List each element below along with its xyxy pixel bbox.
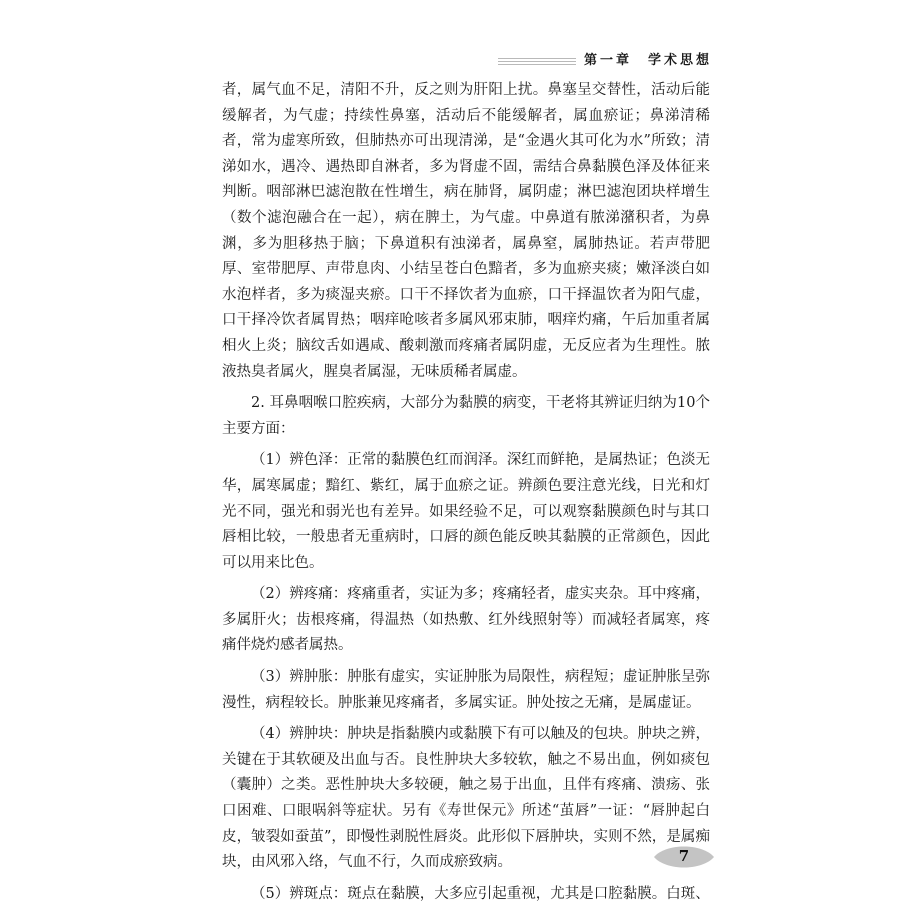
body-text xyxy=(222,78,710,913)
paragraph-color: （1）辨色泽：正常的黏膜色红而润泽。深红而鲜艳，是属热证；色淡无华，属寒属虚；黯红、紫红，属于血瘀之证。辨颜色要注意光线，日光和灯光不同，强光和弱光也有差异。如果经验不足，可以观察黏膜颜色时与其口唇相比较，一般患者无重病时，口唇的颜色能反映其黏膜的正常颜色，因此可以用来比色。 xyxy=(222,452,710,571)
chapter-title: 第一章 学术思想 xyxy=(576,50,720,72)
page-number: 7 xyxy=(678,847,690,865)
paragraph-swelling: （3）辨肿胀：肿胀有虚实，实证肿胀为局限性，病程短；虚证肿胀呈弥漫性，病程较长。肿胀兼见疼痛者，多属实证。肿处按之无痛，是属虚证。 xyxy=(222,669,710,711)
paragraph-item-2: 2. 耳鼻咽喉口腔疾病，大部分为黏膜的病变，干老将其辨证归纳为10个主要方面： xyxy=(222,395,710,437)
paragraph-pain: （2）辨疼痛：疼痛重者，实证为多；疼痛轻者，虚实夹杂。耳中疼痛，多属肝火；齿根疼痛，得温热（如热敷、红外线照射等）而减轻者属寒，疼痛伴烧灼感者属热。 xyxy=(222,586,710,654)
paragraph-continuation: 者，属气血不足，清阳不升，反之则为肝阳上扰。鼻塞呈交替性，活动后能缓解者，为气虚；持续性鼻塞，活动后不能缓解者，属血瘀证；鼻涕清稀者，常为虚寒所致，但肺热亦可出现清涕，是“金遇火其可化为水”所致；清涕如水，遇冷、遇热即自淋者，多为肾虚不固，需结合鼻黏膜色泽及体征来判断。咽部淋巴滤泡散在性增生，病在肺肾，属阴虚；淋巴滤泡团块样增生（数个滤泡融合在一起），病在脾土，为气虚。中鼻道有脓涕潴积者，为鼻渊，多为胆移热于脑；下鼻道积有浊涕者，属鼻窒，属肺热证。若声带肥厚、室带肥厚、声带息肉、小结呈苍白色黯者，多为血瘀夹痰；嫩泽淡白如水泡样者，多为痰湿夹瘀。口干不择饮者为血瘀，口干择温饮者为阳气虚，口干择冷饮者属胃热；咽痒呛咳者多属风邪束肺，咽痒灼痛，午后加重者属相火上炎；脑纹舌如遇咸、酸刺激而疼痛者属阴虚，无反应者为生理性。脓液热臭者属火，腥臭者属湿，无味质稀者属虚。 xyxy=(222,82,710,380)
paragraph-spots: （5）辨斑点：斑点在黏膜，大多应引起重视，尤其是口腔黏膜。白斑、 xyxy=(251,885,710,902)
paragraph-mass: （4）辨肿块：肿块是指黏膜内或黏膜下有可以触及的包块。肿块之辨，关键在于其软硬及出血与否。良性肿块大多较软，触之不易出血，例如痰包（囊肿）之类。恶性肿块大多较硬，触之易于出血，且伴有疼痛、溃疡、张口困难、口眼㖞斜等症状。另有《寿世保元》所述“茧唇”一证：“唇肿起白皮，皱裂如蚕茧”，即慢性剥脱性唇炎。此形似下唇肿块，实则不然，是属痴块，由风邪入络，气血不行，久而成瘀致病。 xyxy=(222,726,710,871)
